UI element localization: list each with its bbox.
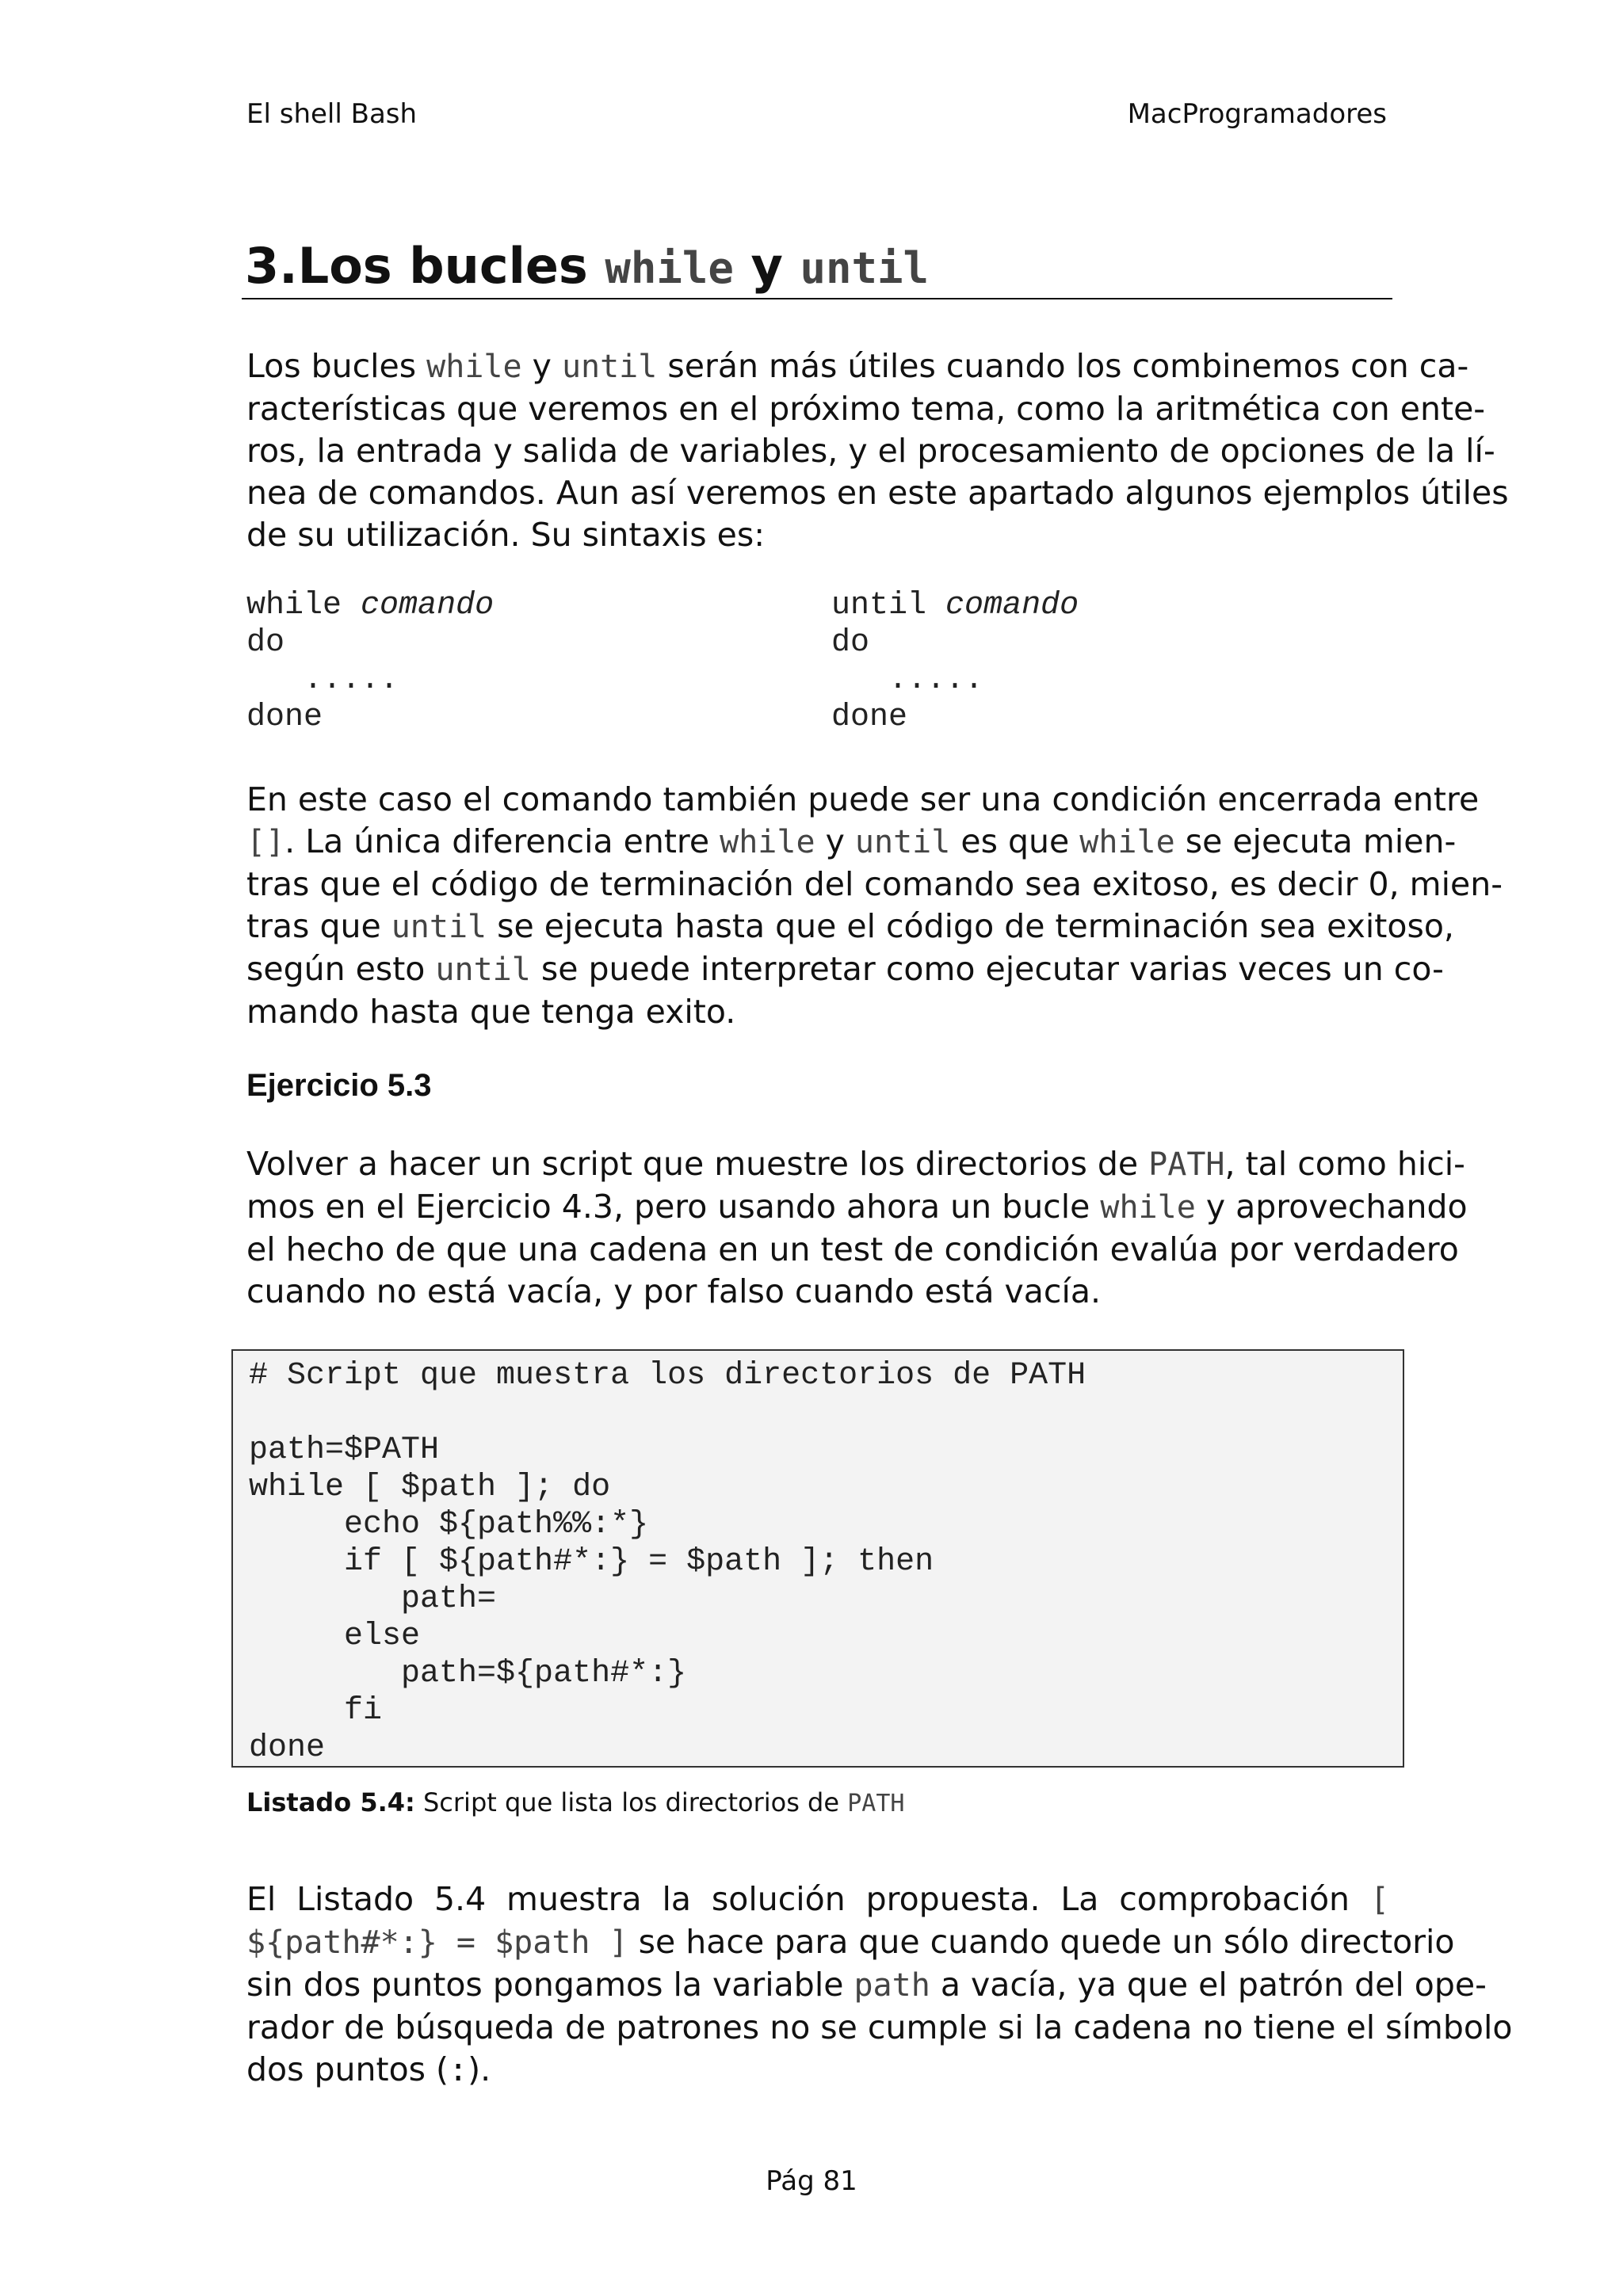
syntax-until-block: until comando do ..... done <box>831 588 1079 735</box>
paragraph-line: nea de comandos. Aun así veremos en este apartado algunos ejemplos útiles <box>246 474 1509 512</box>
inline-code: [ <box>1369 1882 1389 1918</box>
section-heading <box>245 235 1392 300</box>
paragraph-line: ros, la entrada y salida de variables, y el procesamiento de opciones de la lí- <box>246 432 1495 470</box>
paragraph-line: sin dos puntos pongamos la variable path a vacía, ya que el patrón del ope- <box>246 1966 1487 2004</box>
inline-code: PATH <box>1148 1146 1225 1183</box>
section-number: 3. <box>245 237 298 295</box>
section-title-code-while: while <box>605 243 734 293</box>
inline-code: while <box>1079 824 1175 860</box>
code-listing: # Script que muestra los directorios de PATH path=$PATH while [ $path ]; do echo ${path%%:*} if [ ${path#*:} = $path ]; then path= else path=${path#*:} fi done <box>249 1358 1086 1766</box>
paragraph-line: En este caso el comando también puede ser una condición encerrada entre <box>246 780 1480 818</box>
paragraph-line: de su utilización. Su sintaxis es: <box>246 516 766 554</box>
paragraph-line: Los bucles while y until serán más útiles cuando los combinemos con ca- <box>246 347 1469 385</box>
section-title-text: y <box>733 237 800 295</box>
paragraph-line: []. La única diferencia entre while y until es que while se ejecuta mien- <box>246 822 1457 860</box>
paragraph-line: cuando no está vacía, y por falso cuando está vacía. <box>246 1272 1102 1310</box>
paragraph-line: el hecho de que una cadena en un test de condición evalúa por verdadero <box>246 1230 1459 1268</box>
running-header-publisher: MacProgramadores <box>1127 98 1387 130</box>
inline-code: : <box>449 2052 468 2088</box>
inline-code: while <box>426 349 522 385</box>
paragraph-line: racterísticas que veremos en el próximo tema, como la aritmética con ente- <box>246 390 1486 428</box>
paragraph-line: mando hasta que tenga exito. <box>246 993 736 1031</box>
paragraph-line: ${path#*:} = $path ] se hace para que cuando quede un sólo directorio <box>246 1923 1455 1961</box>
paragraph-line: según esto until se puede interpretar como ejecutar varias veces un co- <box>246 950 1444 988</box>
paragraph-line: mos en el Ejercicio 4.3, pero usando ahora un bucle while y aprovechando <box>246 1188 1468 1226</box>
inline-code: while <box>1100 1189 1196 1226</box>
paragraph-line: dos puntos (:). <box>246 2050 491 2088</box>
inline-code: until <box>391 909 487 945</box>
section-title-text: Los bucles <box>297 237 605 295</box>
inline-code: until <box>435 952 531 988</box>
paragraph-line: Volver a hacer un script que muestre los directorios de PATH, tal como hici- <box>246 1145 1465 1183</box>
inline-code: while <box>720 824 815 860</box>
listing-caption: Listado 5.4: Script que lista los directorios de PATH <box>246 1787 905 1817</box>
inline-code: path <box>854 1967 930 2004</box>
heading-underline <box>242 298 1392 299</box>
inline-code: until <box>854 824 951 860</box>
inline-code: PATH <box>847 1790 905 1817</box>
code-listing-box <box>231 1349 1404 1768</box>
inline-code: [] <box>246 824 285 860</box>
paragraph-line: tras que until se ejecuta hasta que el código de terminación sea exitoso, <box>246 907 1454 945</box>
paragraph-line: El Listado 5.4 muestra la solución propuesta. La comprobación [ <box>246 1880 1389 1918</box>
exercise-paragraph <box>246 1143 1468 1313</box>
paragraph-line: tras que el código de terminación del comando sea exitoso, es decir 0, mien- <box>246 865 1503 903</box>
paragraph-line: rador de búsqueda de patrones no se cumple si la cadena no tiene el símbolo <box>246 2008 1513 2046</box>
page-number: Pág 81 <box>766 2165 857 2197</box>
exercise-heading: Ejercicio 5.3 <box>246 1068 432 1103</box>
inline-code: ${path#*:} = $path ] <box>246 1924 628 1961</box>
intro-paragraph <box>246 345 1509 556</box>
syntax-while-block: while comando do ..... done <box>246 588 495 735</box>
conclusion-paragraph <box>246 1878 1513 2092</box>
caption-label: Listado 5.4: <box>246 1787 415 1817</box>
explanation-paragraph <box>246 779 1503 1033</box>
inline-code: until <box>561 349 658 385</box>
running-header-title: El shell Bash <box>246 98 418 130</box>
section-title-code-until: until <box>800 243 930 293</box>
